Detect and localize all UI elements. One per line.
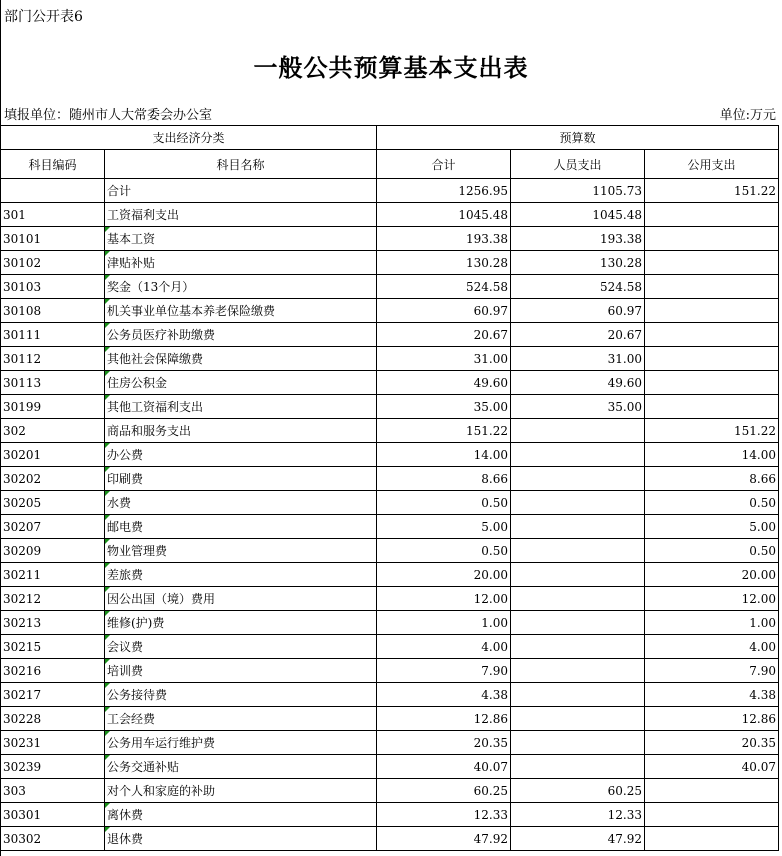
cell-code[interactable]: 30216: [1, 659, 105, 683]
cell-public[interactable]: [645, 347, 779, 371]
header-code[interactable]: 科目编码: [1, 150, 105, 179]
cell-personnel[interactable]: 1105.73: [511, 179, 645, 203]
cell-total[interactable]: 1.00: [377, 611, 511, 635]
cell-code[interactable]: 30215: [1, 635, 105, 659]
table-row: [1, 203, 779, 227]
table-row: [1, 299, 779, 323]
cell-total[interactable]: 0.50: [377, 491, 511, 515]
cell-public[interactable]: 0.50: [645, 491, 779, 515]
cell-personnel[interactable]: [511, 659, 645, 683]
header-total[interactable]: 合计: [377, 150, 511, 179]
cell-code[interactable]: 30231: [1, 731, 105, 755]
table-row: [1, 467, 779, 491]
table-row: [1, 803, 779, 827]
cell-name[interactable]: 合计: [105, 179, 377, 203]
cell-personnel[interactable]: 60.25: [511, 779, 645, 803]
cell-name[interactable]: 公务接待费: [105, 683, 377, 707]
table-row: [1, 179, 779, 203]
cell-public[interactable]: [645, 299, 779, 323]
cell-code[interactable]: 303: [1, 779, 105, 803]
cell-public[interactable]: [645, 203, 779, 227]
cell-name[interactable]: 工会经费: [105, 707, 377, 731]
header-econ-group[interactable]: 支出经济分类: [1, 126, 377, 150]
cell-public[interactable]: 1.00: [645, 611, 779, 635]
cell-total[interactable]: 524.58: [377, 275, 511, 299]
table-body: [1, 179, 779, 851]
cell-public[interactable]: 20.35: [645, 731, 779, 755]
cell-personnel[interactable]: 20.67: [511, 323, 645, 347]
table-row: [1, 395, 779, 419]
cell-public[interactable]: [645, 779, 779, 803]
cell-total[interactable]: 4.00: [377, 635, 511, 659]
cell-public[interactable]: 4.00: [645, 635, 779, 659]
cell-total[interactable]: 4.38: [377, 683, 511, 707]
table-row: [1, 731, 779, 755]
cell-public[interactable]: [645, 803, 779, 827]
cell-code[interactable]: 30228: [1, 707, 105, 731]
cell-personnel[interactable]: [511, 419, 645, 443]
cell-public[interactable]: 8.66: [645, 467, 779, 491]
cell-code[interactable]: 30207: [1, 515, 105, 539]
cell-personnel[interactable]: 35.00: [511, 395, 645, 419]
cell-name[interactable]: 退休费: [105, 827, 377, 851]
cell-name[interactable]: 差旅费: [105, 563, 377, 587]
cell-personnel[interactable]: 524.58: [511, 275, 645, 299]
cell-personnel[interactable]: [511, 707, 645, 731]
cell-public[interactable]: 151.22: [645, 419, 779, 443]
cell-public[interactable]: 12.86: [645, 707, 779, 731]
cell-code[interactable]: 30199: [1, 395, 105, 419]
cell-personnel[interactable]: [511, 755, 645, 779]
cell-code[interactable]: 30213: [1, 611, 105, 635]
cell-name[interactable]: 培训费: [105, 659, 377, 683]
cell-name[interactable]: 公务交通补贴: [105, 755, 377, 779]
header-row-columns: [1, 150, 779, 179]
cell-total[interactable]: 5.00: [377, 515, 511, 539]
cell-name[interactable]: 公务用车运行维护费: [105, 731, 377, 755]
cell-public[interactable]: 151.22: [645, 179, 779, 203]
cell-name[interactable]: 因公出国（境）费用: [105, 587, 377, 611]
cell-personnel[interactable]: [511, 515, 645, 539]
cell-public[interactable]: [645, 827, 779, 851]
table-row: [1, 659, 779, 683]
cell-code[interactable]: 30102: [1, 251, 105, 275]
cell-personnel[interactable]: 193.38: [511, 227, 645, 251]
cell-name[interactable]: 其他工资福利支出: [105, 395, 377, 419]
cell-public[interactable]: 0.50: [645, 539, 779, 563]
cell-personnel[interactable]: 12.33: [511, 803, 645, 827]
table-row: [1, 611, 779, 635]
cell-public[interactable]: 14.00: [645, 443, 779, 467]
cell-code[interactable]: 30108: [1, 299, 105, 323]
cell-name[interactable]: 机关事业单位基本养老保险缴费: [105, 299, 377, 323]
table-row: [1, 251, 779, 275]
cell-personnel[interactable]: [511, 683, 645, 707]
cell-total[interactable]: 20.67: [377, 323, 511, 347]
cell-name[interactable]: 工资福利支出: [105, 203, 377, 227]
cell-total[interactable]: 1045.48: [377, 203, 511, 227]
header-row-group: [1, 126, 779, 150]
cell-personnel[interactable]: [511, 491, 645, 515]
cell-code[interactable]: 30217: [1, 683, 105, 707]
table-row: [1, 419, 779, 443]
cell-personnel[interactable]: 130.28: [511, 251, 645, 275]
cell-code[interactable]: 30103: [1, 275, 105, 299]
cell-personnel[interactable]: [511, 443, 645, 467]
cell-personnel[interactable]: 47.92: [511, 827, 645, 851]
cell-name[interactable]: 物业管理费: [105, 539, 377, 563]
cell-code[interactable]: 30205: [1, 491, 105, 515]
form-id: 部门公开表6: [4, 9, 83, 25]
cell-public[interactable]: 12.00: [645, 587, 779, 611]
cell-personnel[interactable]: 60.97: [511, 299, 645, 323]
cell-name[interactable]: 对个人和家庭的补助: [105, 779, 377, 803]
currency-unit: 单位:万元: [719, 108, 776, 123]
table-row: [1, 635, 779, 659]
cell-total[interactable]: 151.22: [377, 419, 511, 443]
cell-public[interactable]: [645, 323, 779, 347]
table-row: [1, 443, 779, 467]
cell-code[interactable]: [1, 179, 105, 203]
table-row: [1, 491, 779, 515]
cell-total[interactable]: 20.00: [377, 563, 511, 587]
cell-total[interactable]: 193.38: [377, 227, 511, 251]
table-row: [1, 827, 779, 851]
cell-name[interactable]: 其他社会保障缴费: [105, 347, 377, 371]
cell-code[interactable]: 301: [1, 203, 105, 227]
header-name[interactable]: 科目名称: [105, 150, 377, 179]
cell-total[interactable]: 47.92: [377, 827, 511, 851]
cell-name[interactable]: 商品和服务支出: [105, 419, 377, 443]
cell-code[interactable]: 30212: [1, 587, 105, 611]
table-row: [1, 347, 779, 371]
header-personnel[interactable]: 人员支出: [511, 150, 645, 179]
cell-code[interactable]: 30301: [1, 803, 105, 827]
table-row: [1, 779, 779, 803]
cell-name[interactable]: 办公费: [105, 443, 377, 467]
cell-public[interactable]: [645, 227, 779, 251]
cell-personnel[interactable]: [511, 587, 645, 611]
header-public[interactable]: 公用支出: [645, 150, 779, 179]
cell-name[interactable]: 公务员医疗补助缴费: [105, 323, 377, 347]
cell-code[interactable]: 30211: [1, 563, 105, 587]
cell-personnel[interactable]: [511, 539, 645, 563]
cell-name[interactable]: 基本工资: [105, 227, 377, 251]
cell-total[interactable]: 8.66: [377, 467, 511, 491]
cell-public[interactable]: 20.00: [645, 563, 779, 587]
cell-total[interactable]: 12.00: [377, 587, 511, 611]
cell-total[interactable]: 12.33: [377, 803, 511, 827]
cell-personnel[interactable]: [511, 467, 645, 491]
page-title: 一般公共预算基本支出表: [253, 53, 529, 82]
cell-public[interactable]: 40.07: [645, 755, 779, 779]
cell-total[interactable]: 7.90: [377, 659, 511, 683]
cell-code[interactable]: 30239: [1, 755, 105, 779]
cell-name[interactable]: 奖金（13个月）: [105, 275, 377, 299]
cell-code[interactable]: 30112: [1, 347, 105, 371]
cell-personnel[interactable]: 1045.48: [511, 203, 645, 227]
table-row: [1, 275, 779, 299]
cell-code[interactable]: 30113: [1, 371, 105, 395]
header-budget-group[interactable]: 预算数: [377, 126, 779, 150]
cell-code[interactable]: 30201: [1, 443, 105, 467]
cell-total[interactable]: 130.28: [377, 251, 511, 275]
table-row: [1, 755, 779, 779]
table-row: [1, 227, 779, 251]
cell-name[interactable]: 印刷费: [105, 467, 377, 491]
table-row: [1, 371, 779, 395]
cell-code[interactable]: 30302: [1, 827, 105, 851]
cell-name[interactable]: 住房公积金: [105, 371, 377, 395]
table-row: [1, 515, 779, 539]
cell-total[interactable]: 12.86: [377, 707, 511, 731]
table-row: [1, 563, 779, 587]
cell-personnel[interactable]: [511, 611, 645, 635]
cell-total[interactable]: 60.25: [377, 779, 511, 803]
cell-total[interactable]: 31.00: [377, 347, 511, 371]
cell-name[interactable]: 水费: [105, 491, 377, 515]
table-row: [1, 323, 779, 347]
table-row: [1, 587, 779, 611]
cell-total[interactable]: 60.97: [377, 299, 511, 323]
cell-personnel[interactable]: 31.00: [511, 347, 645, 371]
table-row: [1, 539, 779, 563]
cell-total[interactable]: 0.50: [377, 539, 511, 563]
cell-name[interactable]: 维修(护)费: [105, 611, 377, 635]
cell-personnel[interactable]: [511, 563, 645, 587]
cell-total[interactable]: 14.00: [377, 443, 511, 467]
cell-public[interactable]: [645, 395, 779, 419]
budget-table: [0, 125, 779, 851]
reporting-unit: 填报单位：随州市人大常委会办公室: [4, 108, 213, 123]
cell-public[interactable]: [645, 275, 779, 299]
cell-public[interactable]: [645, 371, 779, 395]
cell-name[interactable]: 邮电费: [105, 515, 377, 539]
cell-total[interactable]: 40.07: [377, 755, 511, 779]
cell-total[interactable]: 35.00: [377, 395, 511, 419]
cell-code[interactable]: 302: [1, 419, 105, 443]
table-row: [1, 683, 779, 707]
cell-total[interactable]: 20.35: [377, 731, 511, 755]
cell-name[interactable]: 津贴补贴: [105, 251, 377, 275]
cell-personnel[interactable]: [511, 635, 645, 659]
cell-code[interactable]: 30209: [1, 539, 105, 563]
cell-code[interactable]: 30111: [1, 323, 105, 347]
cell-public[interactable]: [645, 251, 779, 275]
cell-name[interactable]: 离休费: [105, 803, 377, 827]
cell-total[interactable]: 49.60: [377, 371, 511, 395]
cell-code[interactable]: 30202: [1, 467, 105, 491]
cell-code[interactable]: 30101: [1, 227, 105, 251]
table-row: [1, 707, 779, 731]
cell-public[interactable]: 4.38: [645, 683, 779, 707]
cell-total[interactable]: 1256.95: [377, 179, 511, 203]
cell-public[interactable]: 7.90: [645, 659, 779, 683]
cell-personnel[interactable]: [511, 731, 645, 755]
cell-public[interactable]: 5.00: [645, 515, 779, 539]
cell-name[interactable]: 会议费: [105, 635, 377, 659]
cell-personnel[interactable]: 49.60: [511, 371, 645, 395]
